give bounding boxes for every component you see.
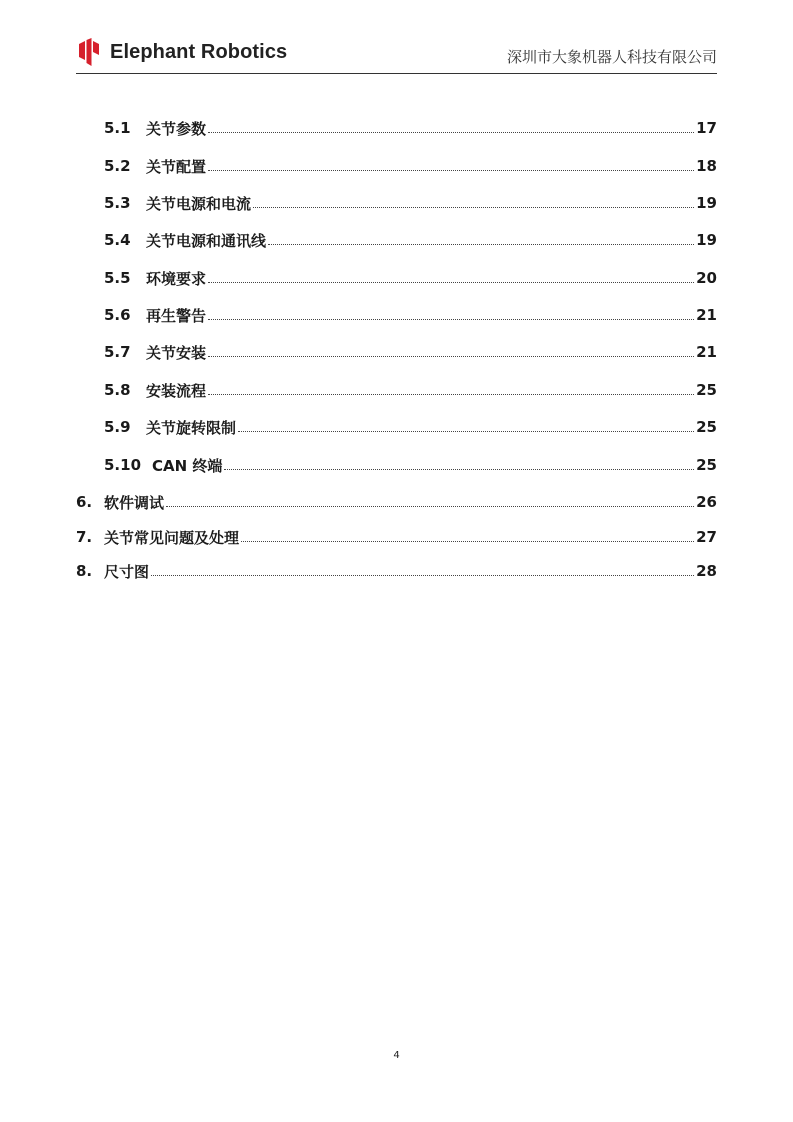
toc-title: 关节电源和电流 bbox=[146, 194, 252, 213]
toc-page: 18 bbox=[696, 157, 717, 175]
toc-title: 关节电源和通讯线 bbox=[146, 231, 267, 250]
toc-number: 5.2 bbox=[104, 157, 131, 175]
toc-entry-5-5[interactable] bbox=[76, 267, 717, 289]
toc-entry-5-8[interactable] bbox=[76, 379, 717, 401]
toc-leader bbox=[208, 394, 694, 395]
page-header bbox=[76, 34, 717, 74]
toc-number: 5.4 bbox=[104, 231, 131, 249]
toc-page: 19 bbox=[696, 231, 717, 249]
toc-title: CAN 终端 bbox=[152, 456, 223, 475]
toc-number: 5.1 bbox=[104, 119, 131, 137]
toc-number: 7. bbox=[76, 528, 93, 546]
toc-page: 20 bbox=[696, 269, 717, 287]
toc-leader bbox=[151, 575, 694, 576]
toc-page: 19 bbox=[696, 194, 717, 212]
toc-number: 5.6 bbox=[104, 306, 131, 324]
toc-page: 25 bbox=[696, 456, 717, 474]
toc-entry-5-9[interactable] bbox=[76, 416, 717, 438]
toc-entry-5-4[interactable] bbox=[76, 229, 717, 251]
toc-leader bbox=[166, 506, 694, 507]
toc-entry-5-6[interactable] bbox=[76, 304, 717, 326]
toc-title: 软件调试 bbox=[104, 493, 165, 512]
toc-number: 5.8 bbox=[104, 381, 131, 399]
toc-number: 5.3 bbox=[104, 194, 131, 212]
toc-entry-5-3[interactable] bbox=[76, 192, 717, 214]
toc-page: 25 bbox=[696, 418, 717, 436]
toc-leader bbox=[208, 170, 694, 171]
toc-title: 再生警告 bbox=[146, 306, 207, 325]
toc-number: 5.10 bbox=[104, 456, 142, 474]
toc-leader bbox=[208, 132, 694, 133]
toc-title: 关节参数 bbox=[146, 119, 207, 138]
toc-title: 环境要求 bbox=[146, 269, 207, 288]
company-name: 深圳市大象机器人科技有限公司 bbox=[506, 48, 717, 66]
brand-logo bbox=[76, 38, 287, 66]
toc-leader bbox=[208, 282, 694, 283]
toc-title: 关节常见问题及处理 bbox=[104, 528, 240, 547]
toc-page: 26 bbox=[696, 493, 717, 511]
brand-name: Elephant Robotics bbox=[110, 40, 288, 63]
toc-number: 6. bbox=[76, 493, 93, 511]
toc-entry-8[interactable] bbox=[76, 560, 717, 582]
toc-number: 5.7 bbox=[104, 343, 131, 361]
toc-entry-5-1[interactable] bbox=[76, 117, 717, 139]
toc-title: 关节旋转限制 bbox=[146, 418, 237, 437]
toc-title: 安装流程 bbox=[146, 381, 207, 400]
toc-page: 28 bbox=[696, 562, 717, 580]
toc-number: 5.5 bbox=[104, 269, 131, 287]
toc-leader bbox=[268, 244, 694, 245]
toc-entry-5-7[interactable] bbox=[76, 341, 717, 363]
header-divider bbox=[76, 73, 717, 74]
toc-leader bbox=[241, 541, 694, 542]
toc-leader bbox=[208, 356, 694, 357]
toc-title: 关节配置 bbox=[146, 157, 207, 176]
toc-page: 21 bbox=[696, 343, 717, 361]
toc-leader bbox=[253, 207, 694, 208]
toc-leader bbox=[208, 319, 694, 320]
toc-leader bbox=[238, 431, 694, 432]
toc-entry-6[interactable] bbox=[76, 491, 717, 513]
toc-number: 8. bbox=[76, 562, 93, 580]
toc-page: 27 bbox=[696, 528, 717, 546]
page-number: 4 bbox=[393, 1050, 400, 1061]
toc-entry-5-2[interactable] bbox=[76, 155, 717, 177]
toc-page: 17 bbox=[696, 119, 717, 137]
toc-page: 25 bbox=[696, 381, 717, 399]
toc-number: 5.9 bbox=[104, 418, 131, 436]
elephant-logo-icon bbox=[76, 38, 102, 66]
toc-entry-7[interactable] bbox=[76, 526, 717, 548]
toc-page: 21 bbox=[696, 306, 717, 324]
toc-leader bbox=[224, 469, 694, 470]
toc-title: 尺寸图 bbox=[104, 562, 150, 581]
toc-entry-5-10[interactable] bbox=[76, 454, 717, 476]
toc-title: 关节安装 bbox=[146, 343, 207, 362]
